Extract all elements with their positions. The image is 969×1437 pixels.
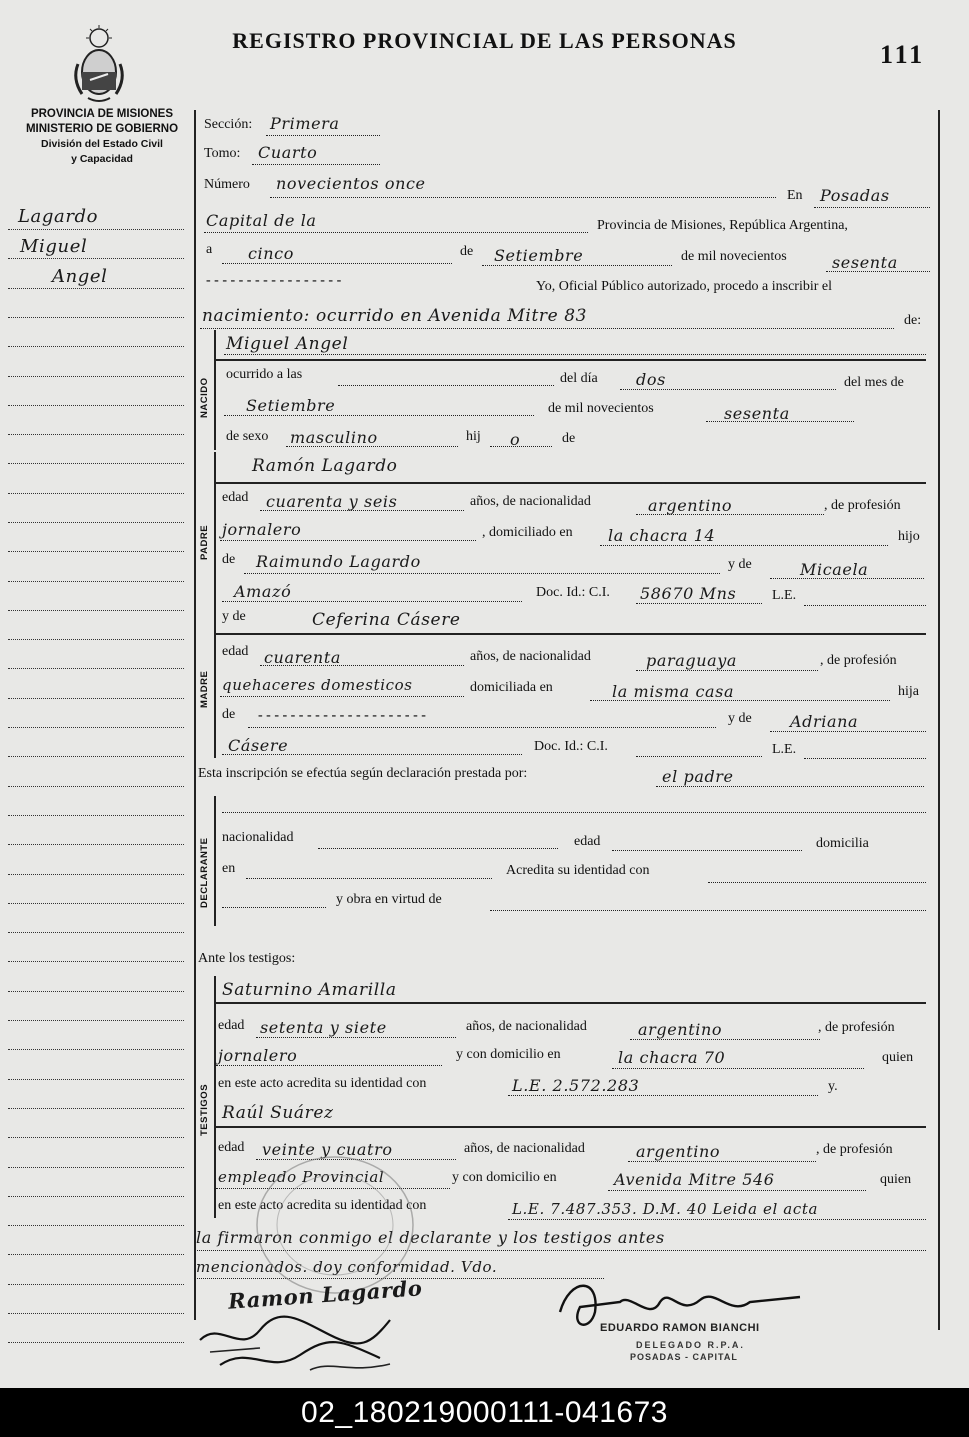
margin-ruled-line <box>8 932 184 933</box>
lugar-value: Posadas <box>820 186 890 205</box>
nacido-mes-line <box>224 415 534 416</box>
padre-madre-de-line <box>770 578 924 579</box>
testigo-2-nombre: Raúl Suárez <box>222 1103 334 1123</box>
madre-domicilio-line <box>590 700 890 701</box>
margin-ruled-line <box>8 1284 184 1285</box>
testigo-1-domicilio-line <box>612 1068 864 1069</box>
testigo-2-edad-label: edad <box>218 1140 245 1155</box>
margin-ruled-line <box>8 434 184 435</box>
madre-nacionalidad-line <box>636 670 818 671</box>
org-line: División del Estado Civil <box>41 138 163 150</box>
declarante-obra-pre-line <box>222 907 326 908</box>
testigo-2-nacionalidad: argentino <box>636 1142 721 1161</box>
testigo-2-rule <box>214 1126 926 1128</box>
margin-ruled-line <box>8 376 184 377</box>
margin-ruled-line <box>8 1313 184 1314</box>
madre-madre-de: Adriana <box>790 712 859 731</box>
padre-profesion-label: , de profesión <box>824 498 901 513</box>
left-border-line <box>194 110 196 1320</box>
declarante-acredita-label: Acredita su identidad con <box>506 863 650 878</box>
padre-le-line <box>804 605 926 606</box>
signature-witnesses-scribble <box>190 1300 420 1380</box>
margin-ruled-line <box>8 1079 184 1080</box>
testigo-1-domicilio-label: y con domicilio en <box>456 1047 561 1062</box>
margin-note-surname: Lagardo <box>18 206 99 227</box>
padre-nombre: Ramón Lagardo <box>252 456 398 476</box>
seccion-label: Sección: <box>204 117 253 132</box>
nacido-bracket <box>214 330 216 450</box>
del-dia-label: del día <box>560 371 598 386</box>
padre-doc-label: Doc. Id.: C.I. <box>536 585 610 600</box>
numero-line <box>270 197 776 198</box>
testigos-section-label: TESTIGOS <box>199 1083 210 1136</box>
mes-value: Setiembre <box>494 246 584 265</box>
padre-top-rule <box>214 482 926 484</box>
madre-le-line <box>804 758 926 759</box>
testigo-2-doc-line <box>508 1219 926 1220</box>
en-label: En <box>787 188 803 203</box>
padre-madre-de-2-line <box>222 601 522 602</box>
oficial-text: Yo, Oficial Público autorizado, procedo a inscribir el <box>536 279 833 294</box>
margin-ruled-line <box>8 961 184 962</box>
testigo-1-edad-label: edad <box>218 1018 245 1033</box>
seccion-value: Primera <box>270 114 340 133</box>
margin-ruled-line <box>8 1254 184 1255</box>
testigo-2-quien-label: quien <box>880 1172 912 1187</box>
testigo-2-anios-label: años, de nacionalidad <box>464 1141 585 1156</box>
madre-top-rule <box>214 633 926 635</box>
madre-de-label: de <box>222 707 236 722</box>
testigo-1-nacionalidad-line <box>630 1039 820 1040</box>
acto-line <box>200 328 894 329</box>
issuing-organization <box>14 107 190 167</box>
padre-profesion-line <box>220 540 476 541</box>
de-colon-label: de: <box>904 313 922 328</box>
margin-ruled-line <box>8 874 184 875</box>
padre-padre-de-line <box>244 573 720 574</box>
padre-domicilio: la chacra 14 <box>608 526 716 545</box>
margin-ruled-line <box>8 991 184 992</box>
declarante-obra-label: y obra en virtud de <box>336 892 442 907</box>
closing-line-2: mencionados. doy conformidad. Vdo. <box>196 1258 498 1276</box>
margin-ruled-line <box>8 522 184 523</box>
margin-ruled-line <box>8 844 184 845</box>
madre-nombre: Ceferina Cásere <box>312 610 461 630</box>
testigo-1-y-label: y. <box>828 1079 838 1094</box>
padre-anios-label: años, de nacionalidad <box>470 494 591 509</box>
padre-edad-line <box>260 510 464 511</box>
padre-le-label: L.E. <box>772 588 797 603</box>
testigo-1-quien-label: quien <box>882 1050 914 1065</box>
fill-dashes: - - - - - - - - - - - - - - - - - <box>206 273 342 288</box>
nacido-anio-line <box>706 421 854 422</box>
padre-madre-de-2: Amazó <box>234 582 292 601</box>
page-number: 111 <box>880 40 926 69</box>
nacido-dia: dos <box>636 370 666 389</box>
stamp-official-city: POSADAS - CAPITAL <box>630 1352 738 1362</box>
ante-testigos-label: Ante los testigos: <box>198 951 296 966</box>
padre-y-de-label: y de <box>728 557 752 572</box>
mil-text: de mil novecientos <box>681 249 787 264</box>
anio-line <box>826 271 930 272</box>
testigo-1-nacionalidad: argentino <box>638 1020 723 1039</box>
nacido-top-rule <box>214 359 926 361</box>
declarante-nacionalidad-label: nacionalidad <box>222 830 294 845</box>
testigo-1-domicilio: la chacra 70 <box>618 1048 726 1067</box>
madre-le-label: L.E. <box>772 742 797 757</box>
declarante-en-label: en <box>222 861 236 876</box>
org-line: MINISTERIO DE GOBIERNO <box>25 123 179 135</box>
testigo-2-domicilio-line <box>608 1190 866 1191</box>
madre-edad-label: edad <box>222 644 249 659</box>
margin-ruled-line <box>8 698 184 699</box>
nacido-de-label: de <box>562 431 576 446</box>
madre-profesion-label: , de profesión <box>820 653 897 668</box>
nacido-mil-label: de mil novecientos <box>548 401 654 416</box>
madre-madre-de-line <box>770 731 926 732</box>
testigo-2-profesion-label: , de profesión <box>816 1142 893 1157</box>
margin-ruled-line <box>8 1342 184 1343</box>
dia-line <box>222 263 452 264</box>
stamp-official-name: EDUARDO RAMON BIANCHI <box>600 1322 760 1334</box>
padre-edad-label: edad <box>222 490 249 505</box>
sexo-label: de sexo <box>226 429 269 444</box>
stamp-official-title: DELEGADO R.P.A. <box>636 1340 745 1350</box>
anio-value: sesenta <box>832 253 898 272</box>
declarante-nacionalidad-line <box>318 848 558 849</box>
lugar-line <box>814 207 930 208</box>
testigo-2-nacionalidad-line <box>628 1161 816 1162</box>
madre-nacionalidad: paraguaya <box>646 651 738 670</box>
padre-hijo-label: hijo <box>898 529 920 544</box>
org-line: y Capacidad <box>71 153 133 165</box>
nacido-dia-line <box>620 389 836 390</box>
madre-madre-de-2-line <box>222 754 522 755</box>
declarante-edad-line <box>612 850 802 851</box>
declarante-por-line <box>656 786 924 787</box>
padre-edad: cuarenta y seis <box>266 492 398 511</box>
declarante-acredita-line <box>708 882 926 883</box>
testigo-1-edad: setenta y siete <box>260 1018 387 1037</box>
testigos-top-rule <box>214 1002 926 1004</box>
tomo-value: Cuarto <box>258 143 318 162</box>
madre-y-de-label: y de <box>222 609 246 624</box>
numero-label: Número <box>204 177 250 192</box>
padre-doc: 58670 Mns <box>640 584 737 603</box>
testigo-2-domicilio-label: y con domicilio en <box>452 1170 557 1185</box>
de-label: de <box>460 244 474 259</box>
declarante-bracket <box>214 796 216 926</box>
hij-suffix: o <box>510 430 521 449</box>
nacido-anio: sesenta <box>724 404 790 423</box>
margin-ruled-line <box>8 756 184 757</box>
dia-value: cinco <box>248 244 294 263</box>
margin-ruled-line <box>8 493 184 494</box>
madre-edad: cuarenta <box>264 648 341 667</box>
declarante-por: el padre <box>662 767 734 786</box>
margin-ruled-line <box>8 1049 184 1050</box>
madre-profesion: quehaceres domesticos <box>222 676 413 694</box>
margin-ruled-line <box>8 610 184 611</box>
testigo-2-domicilio: Avenida Mitre 546 <box>614 1170 775 1189</box>
padre-nacionalidad-line <box>636 514 824 515</box>
madre-profesion-line <box>220 696 464 697</box>
margin-ruled-line <box>8 1167 184 1168</box>
numero-value: novecientos once <box>276 174 426 193</box>
org-line: PROVINCIA DE MISIONES <box>30 108 174 120</box>
padre-padre-de: Raimundo Lagardo <box>256 552 421 571</box>
madre-domicilio: la misma casa <box>612 682 735 701</box>
nacido-mes: Setiembre <box>246 396 336 415</box>
madre-doc-line <box>636 756 762 757</box>
right-border-line <box>938 110 940 1330</box>
testigo-2-edad: veinte y cuatro <box>262 1140 393 1159</box>
padre-profesion: jornalero <box>222 520 302 539</box>
padre-madre-de: Micaela <box>800 560 869 579</box>
declarante-section-label: DECLARANTE <box>199 837 210 908</box>
margin-ruled-line <box>8 668 184 669</box>
margin-ruled-line <box>8 405 184 406</box>
testigo-2-doc: L.E. 7.487.353. D.M. 40 Leida el acta <box>512 1200 819 1218</box>
hij-label: hij <box>466 429 481 444</box>
testigo-1-anios-label: años, de nacionalidad <box>466 1019 587 1034</box>
margin-ruled-line <box>8 1137 184 1138</box>
nacido-nombre-line <box>224 354 926 355</box>
padre-nacionalidad: argentino <box>648 496 733 515</box>
margin-ruled-line <box>8 258 184 259</box>
tomo-line <box>252 164 380 165</box>
margin-ruled-line <box>8 581 184 582</box>
inscripcion-text: Esta inscripción se efectúa según declaración prestada por: <box>198 766 528 781</box>
declarante-en-line <box>246 878 492 879</box>
margin-ruled-line <box>8 815 184 816</box>
provincia-text: Provincia de Misiones, República Argentina, <box>597 218 848 233</box>
padre-bracket <box>214 452 216 610</box>
madre-y-de2-label: y de <box>728 711 752 726</box>
del-mes-label: del mes de <box>844 375 904 390</box>
madre-bracket <box>214 606 216 758</box>
sexo-line <box>286 446 458 447</box>
hij-line <box>490 446 552 447</box>
sexo-value: masculino <box>290 428 378 447</box>
margin-ruled-line <box>8 1108 184 1109</box>
madre-section-label: MADRE <box>199 670 210 708</box>
madre-de-dashes: - - - - - - - - - - - - - - - - - - - - - <box>258 708 426 723</box>
tomo-label: Tomo: <box>204 146 241 161</box>
nacido-nombre: Miguel Angel <box>226 334 349 354</box>
testigo-2-acredita-label: en este acto acredita su identidad con <box>218 1198 427 1213</box>
testigo-1-profesion: jornalero <box>218 1046 298 1065</box>
padre-doc-line <box>636 603 762 604</box>
testigo-1-nombre: Saturnino Amarilla <box>222 980 397 1000</box>
capital-value: Capital de la <box>206 211 317 230</box>
madre-edad-line <box>260 665 464 666</box>
nacido-section-label: NACIDO <box>199 377 210 418</box>
declarante-edad-label: edad <box>574 834 601 849</box>
margin-ruled-line <box>8 727 184 728</box>
padre-section-label: PADRE <box>199 524 210 560</box>
madre-domicilio-label: domiciliada en <box>470 680 553 695</box>
margin-ruled-line <box>8 463 184 464</box>
madre-madre-de-2: Cásere <box>228 736 289 755</box>
testigo-1-profesion-label: , de profesión <box>818 1020 895 1035</box>
testigo-1-doc: L.E. 2.572.283 <box>512 1076 640 1095</box>
testigo-2-profesion: empleado Provincial <box>218 1168 385 1186</box>
ocurrido-label: ocurrido a las <box>226 367 303 382</box>
hora-line <box>338 385 554 386</box>
margin-ruled-line <box>8 903 184 904</box>
madre-doc-label: Doc. Id.: C.I. <box>534 739 608 754</box>
margin-note-name: Miguel <box>20 236 88 257</box>
testigos-bracket <box>214 976 216 1218</box>
a-label: a <box>206 242 213 257</box>
margin-ruled-line <box>8 288 184 289</box>
margin-note-name-2: Angel <box>52 266 108 287</box>
testigo-1-doc-line <box>508 1095 818 1096</box>
margin-ruled-line <box>8 229 184 230</box>
margin-ruled-line <box>8 1196 184 1197</box>
seccion-line <box>266 135 380 136</box>
signature-declarant: Ramon Lagardo <box>227 1275 424 1314</box>
testigo-1-edad-line <box>256 1037 456 1038</box>
margin-ruled-line <box>8 786 184 787</box>
margin-ruled-line <box>8 317 184 318</box>
margin-ruled-line <box>8 551 184 552</box>
declarante-nombre-line <box>222 812 926 813</box>
padre-de-label: de <box>222 552 236 567</box>
margin-ruled-line <box>8 1225 184 1226</box>
document-title: REGISTRO PROVINCIAL DE LAS PERSONAS <box>232 28 737 53</box>
acto-value: nacimiento: ocurrido en Avenida Mitre 83 <box>202 306 588 326</box>
capital-line <box>204 232 588 233</box>
testigo-1-acredita-label: en este acto acredita su identidad con <box>218 1076 427 1091</box>
madre-hija-label: hija <box>898 684 919 699</box>
declarante-domicilia-label: domicilia <box>816 836 869 851</box>
padre-domicilio-label: , domiciliado en <box>482 525 573 540</box>
margin-ruled-line <box>8 346 184 347</box>
padre-domicilio-line <box>600 545 888 546</box>
testigo-1-profesion-line <box>216 1065 442 1066</box>
madre-anios-label: años, de nacionalidad <box>470 649 591 664</box>
declarante-obra-line <box>490 910 926 911</box>
margin-ruled-line <box>8 639 184 640</box>
madre-de-line <box>248 727 716 728</box>
closing-line-1: la firmaron conmigo el declarante y los testigos antes <box>196 1228 665 1247</box>
mes-line <box>482 265 672 266</box>
margin-ruled-line <box>8 1020 184 1021</box>
document-code-bar: 02_180219000111-041673 <box>0 1388 969 1437</box>
